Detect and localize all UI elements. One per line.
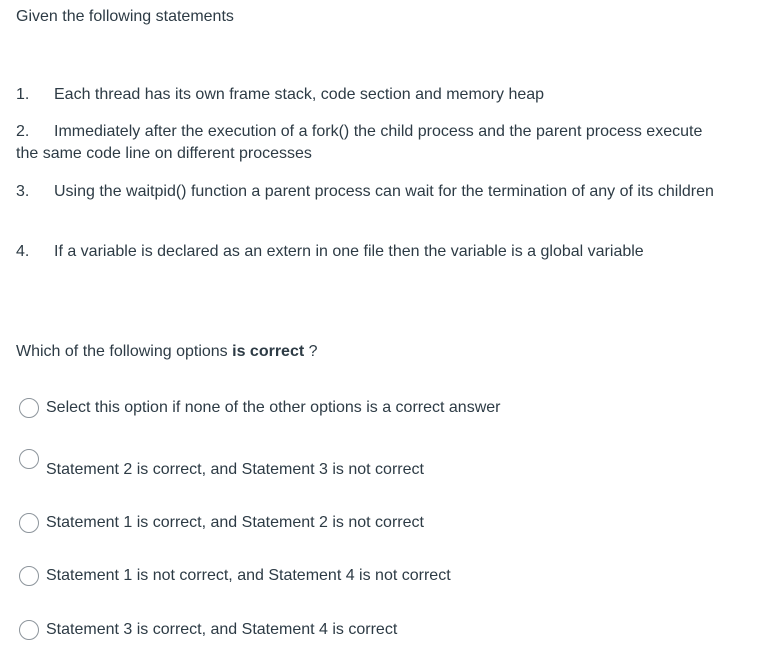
question-prefix: Which of the following options <box>16 343 233 360</box>
question-prompt <box>16 341 318 363</box>
option-label[interactable]: Statement 3 is correct, and Statement 4 is correct <box>46 621 398 638</box>
statement-4 <box>16 241 716 263</box>
radio-button[interactable] <box>19 398 39 418</box>
question-intro: Given the following statements <box>16 8 234 25</box>
option-label[interactable]: Statement 2 is correct, and Statement 3 is not correct <box>46 461 424 478</box>
statement-text: If a variable is declared as an extern in one file then the variable is a global variable <box>54 243 644 260</box>
statement-number: 3. <box>16 183 30 200</box>
statement-2 <box>16 121 716 165</box>
statement-number: 1. <box>16 86 30 103</box>
statement-text: Each thread has its own frame stack, code section and memory heap <box>54 86 545 103</box>
statement-1 <box>16 84 716 106</box>
statement-text: Using the waitpid() function a parent process can wait for the termination of any of its children <box>54 183 714 200</box>
answer-option-4[interactable] <box>19 564 451 588</box>
statement-3 <box>16 181 716 203</box>
option-label[interactable]: Statement 1 is correct, and Statement 2 is not correct <box>46 514 424 531</box>
radio-button[interactable] <box>19 513 39 533</box>
radio-button[interactable] <box>19 566 39 586</box>
option-label[interactable]: Select this option if none of the other options is a correct answer <box>46 399 501 416</box>
option-label[interactable]: Statement 1 is not correct, and Statement 4 is not correct <box>46 567 451 584</box>
answer-option-1[interactable] <box>19 396 500 420</box>
answer-option-3[interactable] <box>19 511 424 535</box>
radio-button[interactable] <box>19 449 39 469</box>
radio-button[interactable] <box>19 620 39 640</box>
statement-text: Immediately after the execution of a fork() the child process and the parent process execute the same code line on different processes <box>16 123 703 162</box>
answer-option-2[interactable] <box>19 449 424 481</box>
question-emphasis: is correct <box>232 343 305 360</box>
statement-number: 4. <box>16 243 30 260</box>
question-suffix: ? <box>304 343 318 360</box>
statement-number: 2. <box>16 123 30 140</box>
answer-option-5[interactable] <box>19 618 397 642</box>
